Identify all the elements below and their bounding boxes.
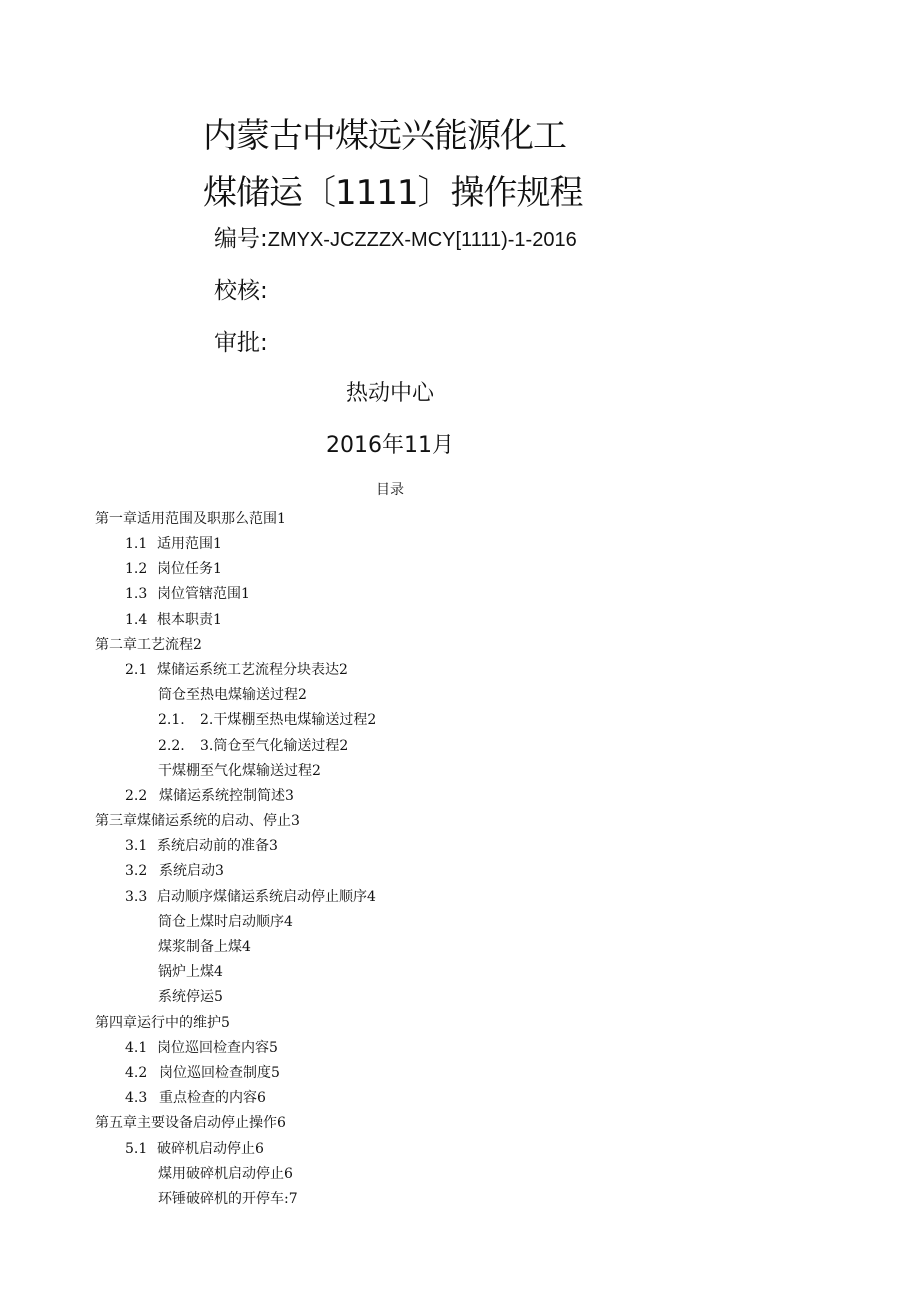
review-label: 校核: — [214, 278, 268, 304]
toc-chapter[interactable]: 第五章主要设备启动停止操作6 — [95, 1115, 286, 1131]
document-title-line2: 煤储运〔1111〕操作规程 — [203, 173, 583, 213]
toc-subsection[interactable]: 系统停运5 — [158, 989, 223, 1005]
toc-subsection[interactable]: 煤浆制备上煤4 — [158, 939, 251, 955]
toc-section[interactable]: 2.1 煤储运系统工艺流程分块表达2 — [125, 662, 348, 678]
toc-chapter[interactable]: 第二章工艺流程2 — [95, 637, 202, 653]
toc-subsection[interactable]: 环锤破碎机的开停车:7 — [158, 1191, 298, 1207]
toc-subsection[interactable]: 筒仓至热电煤输送过程2 — [158, 687, 307, 703]
toc-section[interactable]: 1.1 适用范围1 — [125, 536, 222, 552]
department-name: 热动中心 — [345, 381, 434, 406]
toc-section[interactable]: 2.2 煤储运系统控制简述3 — [125, 788, 294, 804]
toc-section[interactable]: 1.4 根本职责1 — [125, 612, 222, 628]
toc-subsection[interactable]: 2.2. 3.筒仓至气化输送过程2 — [158, 738, 349, 754]
toc-section[interactable]: 4.3 重点检查的内容6 — [125, 1090, 266, 1106]
toc-subsection[interactable]: 干煤棚至气化煤输送过程2 — [158, 763, 321, 779]
toc-heading: 目录 — [376, 482, 404, 498]
toc-section[interactable]: 4.1 岗位巡回检查内容5 — [125, 1040, 278, 1056]
toc-subsection[interactable]: 2.1. 2.干煤棚至热电煤输送过程2 — [158, 712, 377, 728]
toc-subsection[interactable]: 煤用破碎机启动停止6 — [158, 1166, 293, 1182]
toc-chapter[interactable]: 第四章运行中的维护5 — [95, 1015, 230, 1031]
document-code-value: ZMYX-JCZZZX-MCY[1111)-1-2016 — [267, 229, 577, 251]
toc-section[interactable]: 4.2 岗位巡回检查制度5 — [125, 1065, 280, 1081]
document-title-line1: 内蒙古中煤远兴能源化工 — [203, 116, 566, 156]
toc-section[interactable]: 1.2 岗位任务1 — [125, 561, 222, 577]
toc-section[interactable]: 1.3 岗位管辖范围1 — [125, 586, 250, 602]
toc-subsection[interactable]: 锅炉上煤4 — [158, 964, 223, 980]
toc-section[interactable]: 3.3 启动顺序煤储运系统启动停止顺序4 — [125, 889, 376, 905]
toc-section[interactable]: 3.1 系统启动前的准备3 — [125, 838, 278, 854]
toc-subsection[interactable]: 筒仓上煤时启动顺序4 — [158, 914, 293, 930]
toc-chapter[interactable]: 第三章煤储运系统的启动、停止3 — [95, 813, 300, 829]
approve-label: 审批: — [214, 330, 268, 356]
toc-section[interactable]: 5.1 破碎机启动停止6 — [125, 1141, 264, 1157]
document-code-label: 编号: — [214, 226, 268, 252]
issue-date: 2016年11月 — [326, 433, 454, 458]
toc-section[interactable]: 3.2 系统启动3 — [125, 863, 224, 879]
document-code — [214, 220, 577, 253]
toc-chapter[interactable]: 第一章适用范围及职那么范围1 — [95, 511, 286, 527]
